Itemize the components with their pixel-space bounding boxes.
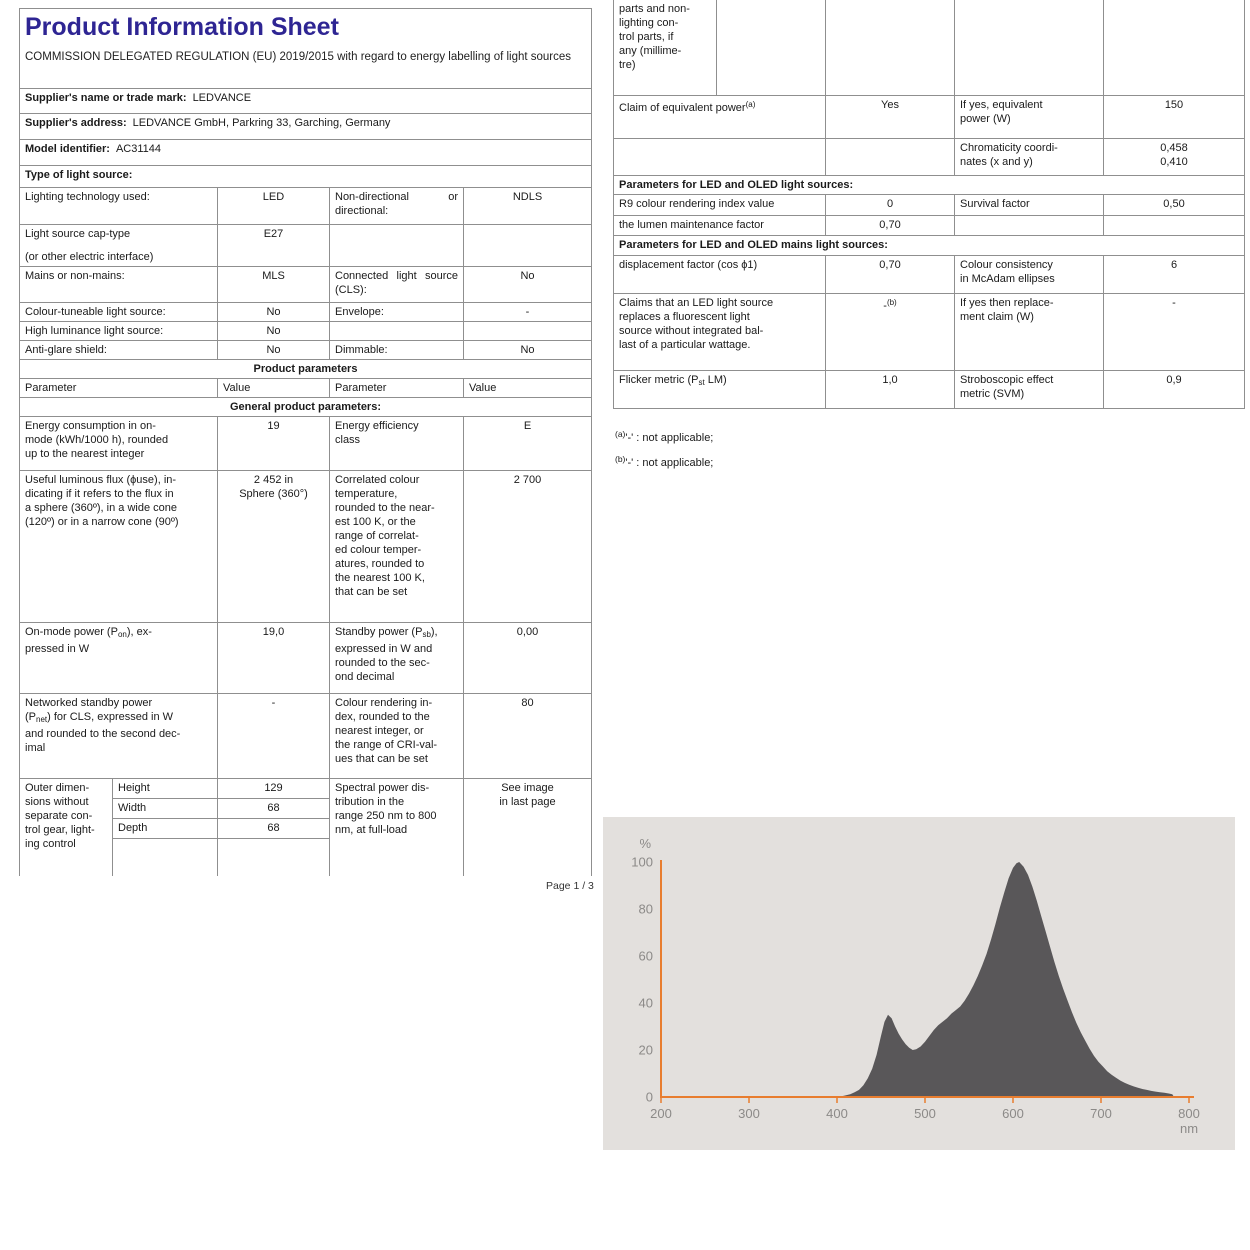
param-cell: Useful luminous flux (ϕuse), in- dicating if it refers to the flux in a sphere (360º), in a wide cone (120º) or in a narrow cone (90º) xyxy=(20,471,218,623)
model-identifier-row xyxy=(20,140,592,166)
param-cell: Colour-tuneable light source: xyxy=(20,303,218,322)
svg-text:200: 200 xyxy=(650,1106,672,1121)
outer-dimensions-label: Outer dimen- sions without separate con- trol gear, light- ing control xyxy=(20,779,113,877)
supplier-name-row xyxy=(20,89,592,114)
empty-cell xyxy=(1104,0,1245,95)
page-subtitle: COMMISSION DELEGATED REGULATION (EU) 2019/2015 with regard to energy labelling of light sources xyxy=(25,51,572,63)
param-cell: Spectral power dis- tribution in the range 250 nm to 800 nm, at full-load xyxy=(330,779,464,877)
section-general-parameters: General product parameters: xyxy=(20,398,592,417)
section-product-parameters: Product parameters xyxy=(20,360,592,379)
outer-dimensions-label-continuation: parts and non- lighting con- trol parts, if any (millime- tre) xyxy=(614,0,717,95)
page-number: Page 1 / 3 xyxy=(546,880,594,892)
value-cell: No xyxy=(464,341,592,360)
footnote-a xyxy=(615,424,713,448)
param-cell: Correlated colour temperature, rounded to the near- est 100 K, or the range of correlat- ed colour temper- atures, rounded to the nearest 100 K, that can be set xyxy=(330,471,464,623)
value-cell: NDLS xyxy=(464,188,592,225)
value-cell: See image in last page xyxy=(464,779,592,877)
param-cell: Lighting technology used: xyxy=(20,188,218,225)
empty-cell xyxy=(955,0,1104,95)
value-cell: 19,0 xyxy=(218,623,330,694)
param-cell: Non-directional or directional: xyxy=(330,188,464,225)
dimension-value: 68 xyxy=(218,819,330,839)
svg-text:300: 300 xyxy=(738,1106,760,1121)
supplier-name-label: Supplier's name or trade mark: xyxy=(25,92,187,104)
empty-cell xyxy=(826,0,955,95)
param-cell: Energy efficiency class xyxy=(330,417,464,471)
value-cell: MLS xyxy=(218,267,330,303)
param-cell: Claim of equivalent power$^{(a)}$ xyxy=(614,95,826,138)
svg-text:60: 60 xyxy=(638,948,653,964)
svg-text:80: 80 xyxy=(638,901,653,917)
value-cell: 80 xyxy=(464,694,592,779)
param-cell: Stroboscopic effect metric (SVM) xyxy=(955,370,1104,408)
title-block xyxy=(20,9,592,89)
value-cell: 0,70 xyxy=(826,255,955,293)
param-cell: Standby power $(P_{sb})$, expressed in W and rounded to the sec- ond decimal xyxy=(330,623,464,694)
empty-cell xyxy=(717,0,826,95)
cap-type-line2: (or other electric interface) xyxy=(25,251,154,263)
param-cell xyxy=(20,225,218,267)
svg-text:600: 600 xyxy=(1002,1106,1024,1121)
param-cell xyxy=(955,215,1104,235)
spectral-power-distribution-chart xyxy=(603,817,1235,1150)
param-cell: R9 colour rendering index value xyxy=(614,194,826,215)
svg-text:700: 700 xyxy=(1090,1106,1112,1121)
svg-text:nm: nm xyxy=(1179,1121,1199,1136)
type-of-light-source-row: Type of light source: xyxy=(20,166,592,188)
value-cell: 0,458 0,410 xyxy=(1104,138,1245,175)
value-cell: No xyxy=(218,303,330,322)
param-cell: Connected light source (CLS): xyxy=(330,267,464,303)
section-led-oled-mains: Parameters for LED and OLED mains light sources: xyxy=(614,235,1245,255)
param-cell: Colour consistency in McAdam ellipses xyxy=(955,255,1104,293)
param-cell xyxy=(330,225,464,267)
param-cell: Claims that an LED light source replaces a fluorescent light source without integrated bal- last of a particular wattage. xyxy=(614,293,826,370)
value-cell: - xyxy=(1104,293,1245,370)
value-cell xyxy=(464,322,592,341)
value-cell: Yes xyxy=(826,95,955,138)
dimension-value: 68 xyxy=(218,799,330,819)
value-cell: 0,70 xyxy=(826,215,955,235)
cap-type-line1: Light source cap-type xyxy=(25,228,131,240)
value-cell: 2 452 in Sphere (360°) xyxy=(218,471,330,623)
param-cell: Colour rendering in- dex, rounded to the nearest integer, or the range of CRI-val- ues that can be set xyxy=(330,694,464,779)
value-cell: 0,9 xyxy=(1104,370,1245,408)
value-cell: No xyxy=(218,322,330,341)
section-led-oled: Parameters for LED and OLED light sources: xyxy=(614,175,1245,194)
param-cell: displacement factor (cos ϕ1) xyxy=(614,255,826,293)
dimension-value-empty xyxy=(218,839,330,877)
dimension-name-empty xyxy=(113,839,218,877)
param-cell: Energy consumption in on- mode (kWh/1000 h), rounded up to the nearest integer xyxy=(20,417,218,471)
left-table-region xyxy=(19,8,594,876)
param-cell xyxy=(330,322,464,341)
footnotes xyxy=(615,424,713,474)
value-cell: 0,00 xyxy=(464,623,592,694)
footnote-a-text: '-' : not applicable; xyxy=(625,432,714,444)
value-cell: - xyxy=(464,303,592,322)
value-cell: No xyxy=(464,267,592,303)
svg-text:%: % xyxy=(639,836,651,851)
right-table-region xyxy=(613,0,1246,409)
value-cell xyxy=(464,225,592,267)
param-cell: If yes, equivalent power (W) xyxy=(955,95,1104,138)
spd-chart-svg xyxy=(603,817,1235,1150)
dimension-value: 129 xyxy=(218,779,330,799)
dimension-name: Depth xyxy=(113,819,218,839)
footnote-b-text: '-' : not applicable; xyxy=(625,457,714,469)
svg-text:800: 800 xyxy=(1178,1106,1200,1121)
param-cell: Flicker metric ($P_{st}$ LM) xyxy=(614,370,826,408)
dimension-name: Width xyxy=(113,799,218,819)
svg-text:0: 0 xyxy=(645,1089,653,1105)
footnote-b-marker: (b) xyxy=(615,454,626,464)
value-cell: E xyxy=(464,417,592,471)
value-cell: No xyxy=(218,341,330,360)
value-cell: 0,50 xyxy=(1104,194,1245,215)
header-value: Value xyxy=(218,379,330,398)
footnote-a-marker: (a) xyxy=(615,429,626,439)
value-cell xyxy=(1104,215,1245,235)
header-parameter: Parameter xyxy=(330,379,464,398)
param-cell: Anti-glare shield: xyxy=(20,341,218,360)
model-identifier-value: AC31144 xyxy=(115,143,162,155)
dimension-name: Height xyxy=(113,779,218,799)
param-cell: If yes then replace- ment claim (W) xyxy=(955,293,1104,370)
param-cell: Chromaticity coordi- nates (x and y) xyxy=(955,138,1104,175)
svg-text:100: 100 xyxy=(631,854,653,870)
param-cell: Envelope: xyxy=(330,303,464,322)
supplier-address-row xyxy=(20,114,592,140)
supplier-address-value: LEDVANCE GmbH, Parkring 33, Garching, Germany xyxy=(132,117,391,129)
value-cell: 6 xyxy=(1104,255,1245,293)
empty-cell xyxy=(614,138,826,175)
value-cell: 1,0 xyxy=(826,370,955,408)
header-value: Value xyxy=(464,379,592,398)
footnote-b xyxy=(615,449,713,473)
left-table xyxy=(19,8,592,876)
empty-cell xyxy=(826,138,955,175)
param-cell: the lumen maintenance factor xyxy=(614,215,826,235)
svg-text:500: 500 xyxy=(914,1106,936,1121)
supplier-address-label: Supplier's address: xyxy=(25,117,127,129)
value-cell: -$^{(b)}$ xyxy=(826,293,955,370)
value-cell: LED xyxy=(218,188,330,225)
value-cell: 0 xyxy=(826,194,955,215)
param-cell: On-mode power $(P_{on})$, ex- pressed in W xyxy=(20,623,218,694)
value-cell: 19 xyxy=(218,417,330,471)
value-cell: E27 xyxy=(218,225,330,267)
page-title: Product Information Sheet xyxy=(25,13,339,41)
supplier-name-value: LEDVANCE xyxy=(192,92,252,104)
svg-text:40: 40 xyxy=(638,995,653,1011)
svg-text:20: 20 xyxy=(638,1042,653,1058)
right-table xyxy=(613,0,1245,409)
svg-text:400: 400 xyxy=(826,1106,848,1121)
value-cell: 150 xyxy=(1104,95,1245,138)
param-cell: Survival factor xyxy=(955,194,1104,215)
value-cell: - xyxy=(218,694,330,779)
param-cell: High luminance light source: xyxy=(20,322,218,341)
param-cell: Dimmable: xyxy=(330,341,464,360)
param-cell: Mains or non-mains: xyxy=(20,267,218,303)
header-parameter: Parameter xyxy=(20,379,218,398)
param-cell: Networked standby power $(P_{net})$ for CLS, expressed in W and rounded to the second dec- imal xyxy=(20,694,218,779)
value-cell: 2 700 xyxy=(464,471,592,623)
model-identifier-label: Model identifier: xyxy=(25,143,110,155)
